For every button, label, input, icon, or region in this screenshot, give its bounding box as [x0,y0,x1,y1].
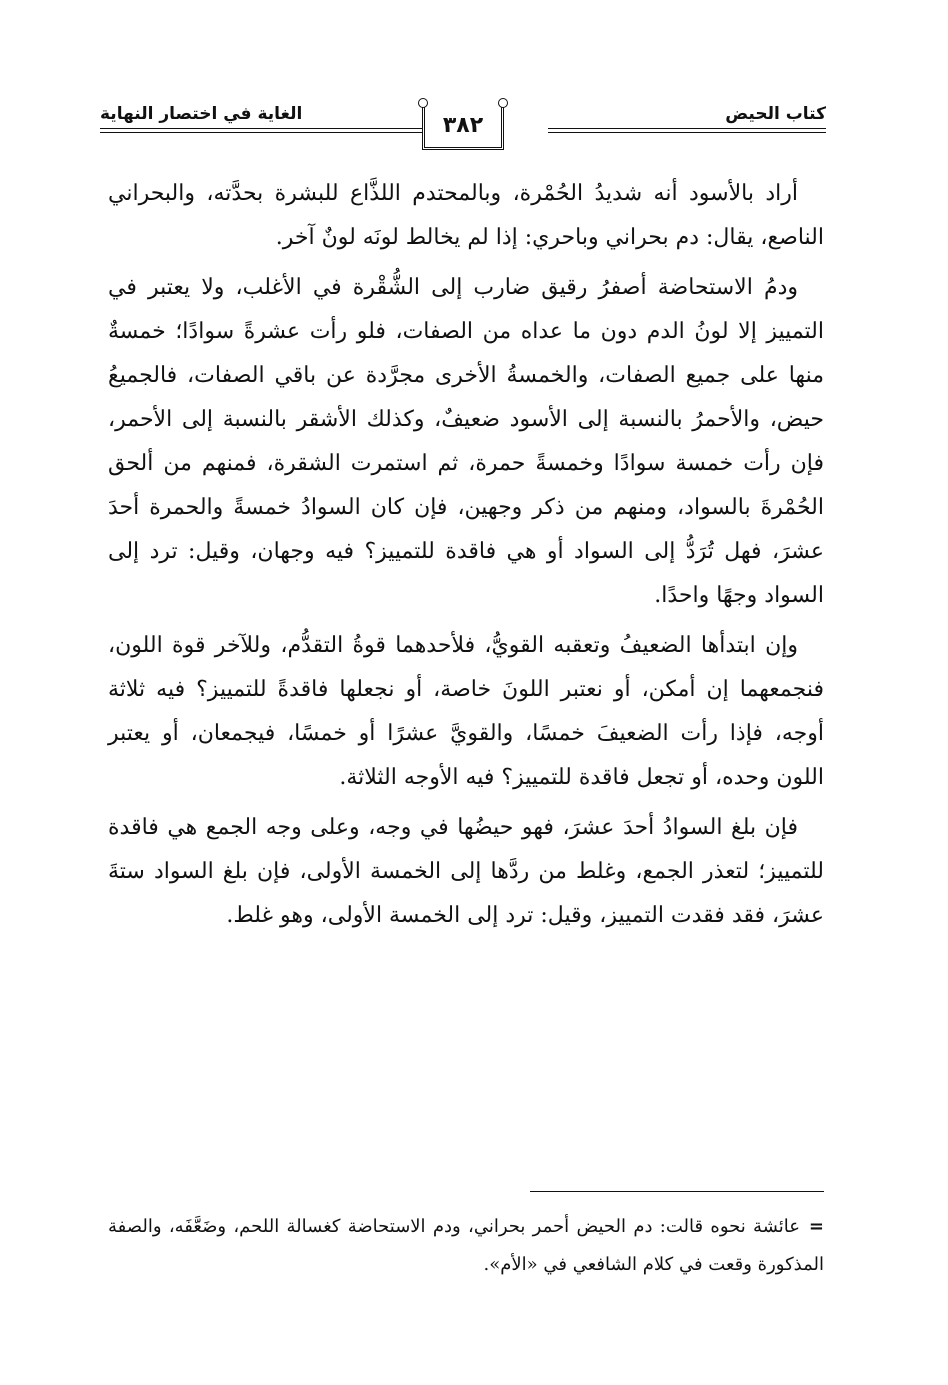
footnote-separator [530,1191,824,1192]
paragraph-1: أراد بالأسود أنه شديدُ الحُمْرة، وبالمحتدم اللذَّاع للبشرة بحدَّته، والبحراني الناصع، يقال: دم بحراني وباحري: إذا لم يخالط لونَه لونٌ آخر. [108,181,824,250]
paragraph-4: فإن بلغ السوادُ أحدَ عشرَ، فهو حيضُها في وجه، وعلى وجه الجمع هي فاقدة للتمييز؛ لتعذر الجمع، وغلط من ردَّها إلى الخمسة الأولى، فإن بلغ السواد ستةَ عشرَ، فقد فقدت التمييز، وقيل: ترد إلى الخمسة الأولى، وهو غلط. [108,815,824,928]
page-number: ٣٨٢ [422,104,504,150]
chapter-title: كتاب الحيض [725,104,826,124]
footnote-continuation-marker: = [808,1216,824,1237]
book-title: الغاية في اختصار النهاية [100,104,303,124]
running-header [100,96,826,156]
paragraph-2: ودمُ الاستحاضة أصفرُ رقيق ضارب إلى الشُّقْرة في الأغلب، ولا يعتبر في التمييز إلا لونُ الدم دون ما عداه من الصفات، فلو رأت عشرةً سوادًا؛ خمسةٌ منها على جميع الصفات، والخمسةُ الأخرى مجرَّدة عن باقي الصفات، فالجميعُ حيض، والأحمرُ بالنسبة إلى الأسود ضعيفٌ، وكذلك الأشقر بالنسبة إلى الأحمر، فإن رأت خمسة سوادًا وخمسةً حمرة، ثم استمرت الشقرة، فمنهم من ألحق الحُمْرةَ بالسواد، ومنهم من ذكر وجهين، فإن كان السوادُ خمسةً والحمرة أحدَ عشرَ، فهل تُرَدُّ إلى السواد أو هي فاقدة للتمييز؟ فيه وجهان، وقيل: ترد إلى السواد وجهًا واحدًا. [108,275,824,608]
header-rule-left [100,128,422,133]
footnote [108,1208,824,1284]
header-rule-right [548,128,826,133]
paragraph-3: وإن ابتدأها الضعيفُ وتعقبه القويُّ، فلأحدهما قوةُ التقدُّم، وللآخر قوة اللون، فنجمعهما إن أمكن، أو نعتبر اللونَ خاصة، أو نجعلها فاقدةً للتمييز؟ فيه ثلاثة أوجه، فإذا رأت الضعيفَ خمسًا، والقويَّ عشرًا أو خمسًا، فيجمعان، أو يعتبر اللون وحده، أو تجعل فاقدة للتمييز؟ فيه الأوجه الثلاثة. [108,633,824,790]
main-text [108,172,824,938]
footnote-text: عائشة نحوه قالت: دم الحيض أحمر بحراني، ودم الاستحاضة كغسالة اللحم، وضَعَّفَه، والصفة المذكورة وقعت في كلام الشافعي في «الأم». [108,1216,824,1275]
